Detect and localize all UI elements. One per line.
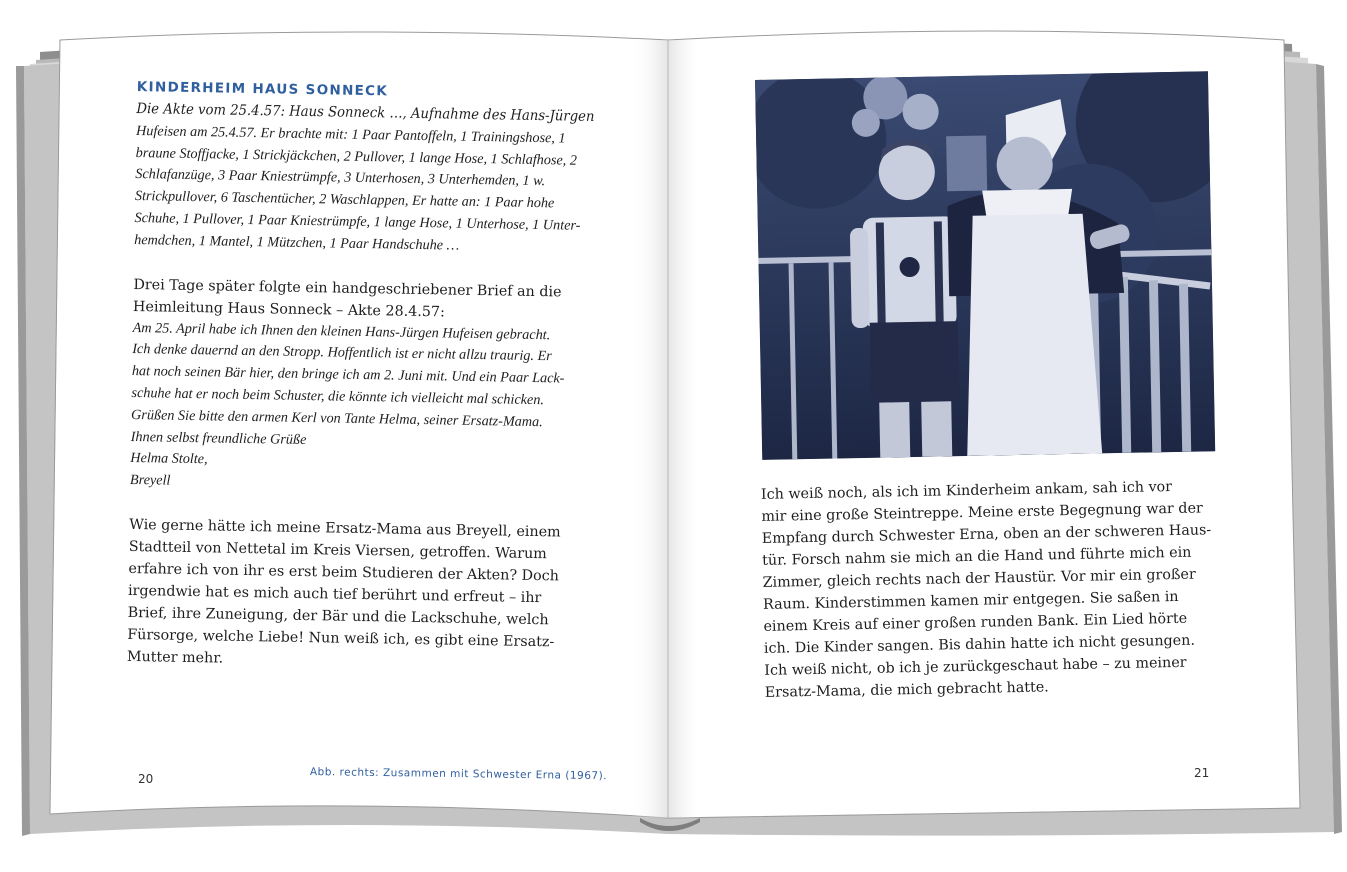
body-line: Ich weiß noch, als ich im Kinderheim ankam, sah ich vor	[760, 479, 1173, 503]
akte-line: Schlafanzüge, 3 Paar Kniestrümpfe, 3 Unterhosen, 3 Unterhemden, 1 w.	[135, 166, 546, 190]
letter-intro	[133, 274, 592, 326]
closing-line: erfahre ich von ihr es erst beim Studieren der Akten? Doch	[128, 560, 560, 585]
akte-line: Strickpullover, 6 Taschentücher, 2 Waschlappen, Er hatte an: 1 Paar hohe	[134, 188, 555, 212]
akte-line: hemdchen, 1 Mantel, 1 Mützchen, 1 Paar Handschuhe …	[134, 231, 460, 254]
closing-line: Brief, ihre Zuneigung, der Bär und die Lackschuhe, welch	[127, 604, 549, 629]
body-line: Zimmer, gleich rechts nach der Haustür. Vor mir ein großer	[762, 566, 1196, 591]
figure-caption: Abb. rechts: Zusammen mit Schwester Erna (1967).	[309, 766, 608, 783]
closing-line: Mutter mehr.	[126, 648, 224, 667]
body-line: Ich weiß nicht, ob ich je zurückgeschaut habe – zu meiner	[764, 654, 1187, 679]
body-line: einem Kreis auf einer großen runden Bank. Ein Lied hörte	[763, 610, 1188, 635]
closing-line: Fürsorge, welche Liebe! Nun weiß ich, es gibt eine Ersatz-	[127, 626, 555, 651]
letter-line: Helma Stolte,	[130, 450, 208, 468]
letter-line: Ich denke dauernd an den Stropp. Hoffentlich ist er nicht allzu traurig. Er	[132, 341, 552, 365]
akte-line: braune Stoffjacke, 1 Strickjäckchen, 2 Pullover, 1 lange Hose, 1 Schlafhose, 2	[135, 144, 578, 169]
photo-boy-with-nurse	[755, 71, 1215, 460]
body-line: tür. Forsch nahm sie mich an die Hand und führte mich ein	[762, 544, 1192, 569]
page-number-right: 21	[1194, 766, 1210, 780]
akte-first-line: Die Akte vom 25.4.57: Haus Sonneck …, Aufnahme des Hans-Jürgen	[136, 100, 595, 125]
photo-illustration	[755, 71, 1215, 460]
body-line: Raum. Kinderstimmen kamen mir entgegen. Sie saßen in	[762, 588, 1179, 613]
letter-line: Ihnen selbst freundliche Grüße	[130, 428, 307, 448]
left-page	[126, 78, 595, 668]
letter-line: Breyell	[129, 472, 171, 489]
letter-text	[130, 318, 591, 500]
body-line: Ersatz-Mama, die mich gebracht hatte.	[764, 679, 1049, 701]
intro-line: Heimleitung Haus Sonneck – Akte 28.4.57:	[132, 298, 446, 320]
intro-line: Drei Tage später folgte ein handgeschriebener Brief an die	[133, 276, 562, 301]
page-number-left: 20	[138, 772, 154, 786]
right-body-text	[761, 475, 1223, 704]
closing-paragraph	[127, 514, 588, 676]
body-line: mir eine große Steintreppe. Meine erste Begegnung war der	[761, 500, 1203, 525]
akte-entry	[134, 98, 595, 260]
section-title: KINDERHEIM HAUS SONNECK	[136, 78, 389, 100]
letter-line: Am 25. April habe ich Ihnen den kleinen Hans-Jürgen Hufeisen gebracht.	[132, 319, 551, 343]
body-line: Empfang durch Schwester Erna, oben an der schweren Haus-	[761, 522, 1212, 547]
closing-line: Wie gerne hätte ich meine Ersatz-Mama aus Breyell, einem	[129, 516, 561, 541]
akte-line: Hufeisen am 25.4.57. Er brachte mit: 1 Paar Pantoffeln, 1 Trainingshose, 1	[135, 122, 566, 147]
closing-line: irgendwie hat es mich auch tief berührt und erfreut – ihr	[127, 582, 542, 607]
akte-line: Schuhe, 1 Pullover, 1 Paar Kniestrümpfe, 1 lange Hose, 1 Unterhose, 1 Unter-	[134, 209, 581, 234]
letter-line: Grüßen Sie bitte den armen Kerl von Tante Helma, seiner Ersatz-Mama.	[130, 406, 543, 430]
letter-line: schuhe hat er noch beim Schuster, die könnte ich vielleicht mal schicken.	[131, 384, 545, 409]
letter-line: hat noch seinen Bär hier, den bringe ich am 2. Juni mit. Und ein Paar Lack-	[131, 363, 565, 387]
body-line: ich. Die Kinder sangen. Bis dahin hatte ich nicht gesungen.	[763, 632, 1196, 657]
closing-line: Stadtteil von Nettetal im Kreis Viersen, getroffen. Warum	[128, 538, 547, 563]
right-page	[753, 80, 1211, 704]
